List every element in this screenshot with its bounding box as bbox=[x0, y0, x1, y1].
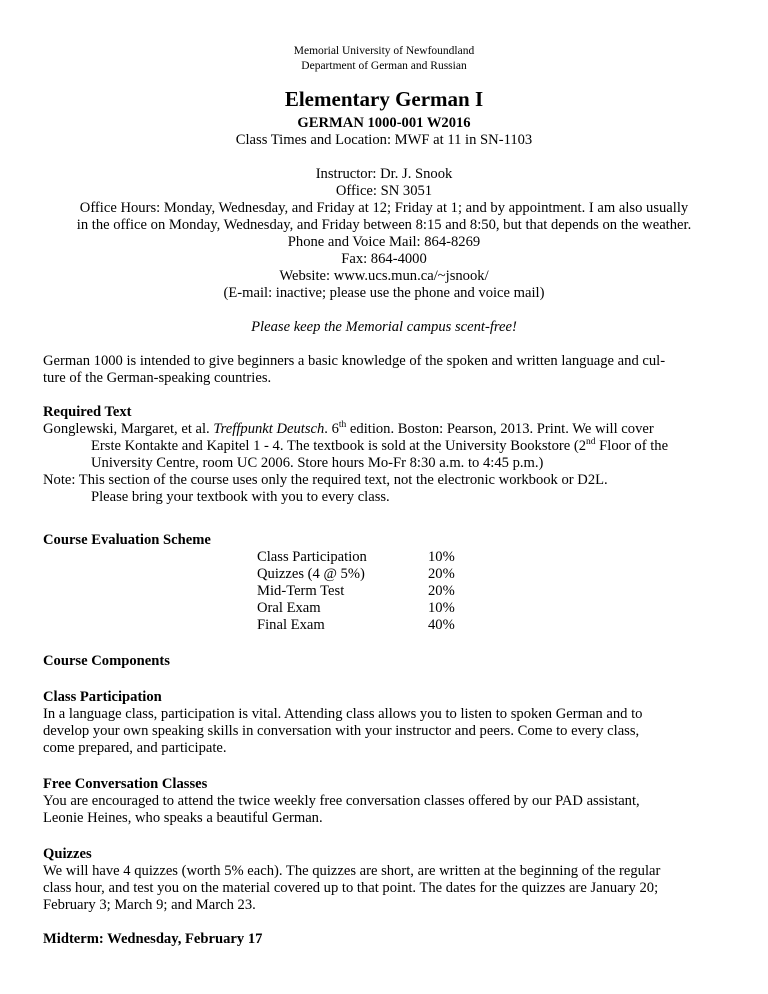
evaluation-percent: 40% bbox=[428, 617, 455, 633]
scent-free-note: Please keep the Memorial campus scent-free! bbox=[251, 319, 517, 335]
evaluation-label: Quizzes (4 @ 5%) bbox=[257, 566, 365, 582]
office-hours-line2: in the office on Monday, Wednesday, and Friday between 8:15 and 8:50, but that depends on the weather. bbox=[76, 217, 692, 233]
required-text-note1: Note: This section of the course uses only the required text, not the electronic workbook or D2L. bbox=[43, 472, 608, 488]
intro-line1: German 1000 is intended to give beginners a basic knowledge of the spoken and written language and cul- bbox=[43, 353, 666, 369]
textbook-title: Treffpunkt Deutsch bbox=[213, 421, 325, 437]
required-text-heading: Required Text bbox=[43, 404, 132, 420]
quizzes-heading: Quizzes bbox=[43, 846, 92, 862]
intro-line2: ture of the German-speaking countries. bbox=[43, 370, 272, 386]
evaluation-label: Oral Exam bbox=[257, 600, 321, 616]
conversation-heading: Free Conversation Classes bbox=[43, 776, 208, 792]
evaluation-percent: 20% bbox=[428, 583, 455, 599]
university-name: Memorial University of Newfoundland bbox=[293, 45, 475, 57]
evaluation-percent: 20% bbox=[428, 566, 455, 582]
evaluation-label: Class Participation bbox=[257, 549, 367, 565]
evaluation-row bbox=[257, 549, 477, 566]
evaluation-percent: 10% bbox=[428, 549, 455, 565]
components-heading: Course Components bbox=[43, 653, 170, 669]
required-text-line2: Erste Kontakte and Kapitel 1 - 4. The textbook is sold at the University Bookstore (2nd Floor of the bbox=[91, 437, 669, 454]
website: Website: www.ucs.mun.ca/~jsnook/ bbox=[279, 268, 489, 284]
department-name: Department of German and Russian bbox=[301, 60, 467, 72]
evaluation-percent: 10% bbox=[428, 600, 455, 616]
conversation-line1: You are encouraged to attend the twice weekly free conversation classes offered by our PAD assistant, bbox=[43, 793, 640, 809]
phone: Phone and Voice Mail: 864-8269 bbox=[287, 234, 481, 250]
evaluation-label: Mid-Term Test bbox=[257, 583, 345, 599]
evaluation-row bbox=[257, 600, 477, 617]
required-text-line3: University Centre, room UC 2006. Store hours Mo-Fr 8:30 a.m. to 4:45 p.m.) bbox=[91, 455, 544, 471]
evaluation-heading: Course Evaluation Scheme bbox=[43, 532, 211, 548]
evaluation-label: Final Exam bbox=[257, 617, 325, 633]
evaluation-row bbox=[257, 583, 477, 600]
participation-line2: develop your own speaking skills in conversation with your instructor and peers. Come to every class, bbox=[43, 723, 640, 739]
participation-line3: come prepared, and participate. bbox=[43, 740, 227, 756]
conversation-line2: Leonie Heines, who speaks a beautiful German. bbox=[43, 810, 323, 826]
office-hours-line1: Office Hours: Monday, Wednesday, and Friday at 12; Friday at 1; and by appointment. I am also usually bbox=[79, 200, 689, 216]
participation-line1: In a language class, participation is vital. Attending class allows you to listen to spoken German and to bbox=[43, 706, 643, 722]
quizzes-line1: We will have 4 quizzes (worth 5% each). The quizzes are short, are written at the beginning of the regular bbox=[43, 863, 661, 879]
quizzes-line3: February 3; March 9; and March 23. bbox=[43, 897, 256, 913]
evaluation-row bbox=[257, 617, 477, 634]
office-location: Office: SN 3051 bbox=[335, 183, 433, 199]
required-text-note2: Please bring your textbook with you to every class. bbox=[91, 489, 390, 505]
participation-heading: Class Participation bbox=[43, 689, 162, 705]
instructor-name: Instructor: Dr. J. Snook bbox=[315, 166, 453, 182]
evaluation-row bbox=[257, 566, 477, 583]
fax: Fax: 864-4000 bbox=[341, 251, 427, 267]
class-times: Class Times and Location: MWF at 11 in SN-1103 bbox=[235, 132, 533, 148]
course-code: GERMAN 1000-001 W2016 bbox=[297, 115, 471, 131]
email-note: (E-mail: inactive; please use the phone and voice mail) bbox=[223, 285, 545, 301]
quizzes-line2: class hour, and test you on the material covered up to that point. The dates for the quizzes are January 20; bbox=[43, 880, 659, 896]
midterm-heading: Midterm: Wednesday, February 17 bbox=[43, 931, 263, 947]
required-text-line1: Gonglewski, Margaret, et al. Treffpunkt Deutsch. 6th edition. Boston: Pearson, 2013. Print. We will cover bbox=[43, 420, 654, 437]
course-title: Elementary German I bbox=[284, 87, 484, 111]
